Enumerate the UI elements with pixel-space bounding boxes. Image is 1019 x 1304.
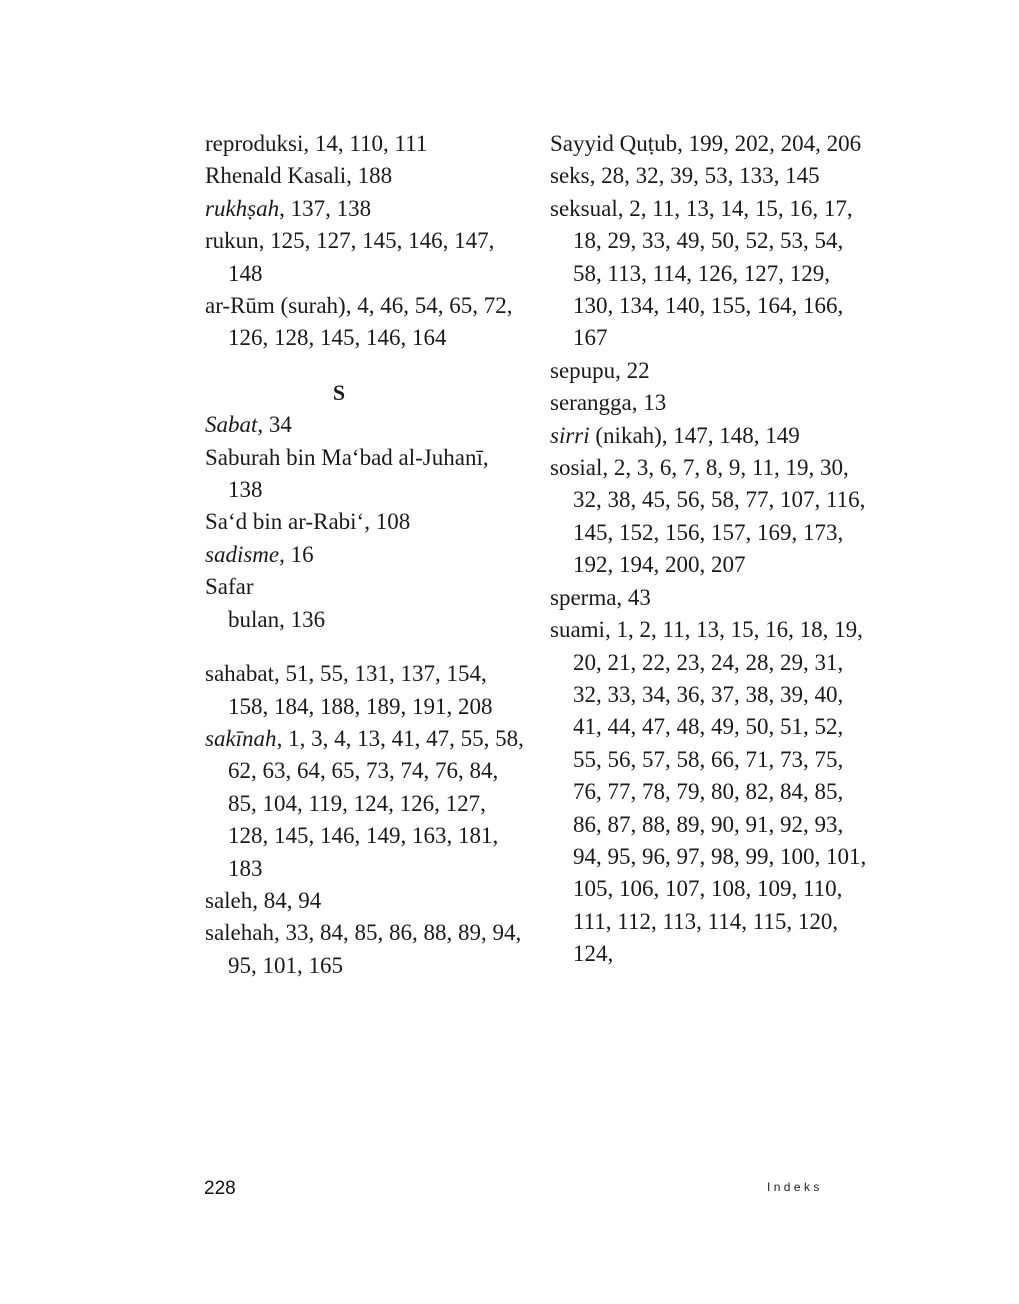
index-term: sepupu: [550, 357, 616, 383]
index-entries-s-part3: [550, 128, 870, 971]
index-page-refs: , 33, 84, 85, 86, 88, 89, 94, 95, 101, 165: [228, 920, 522, 978]
index-entry: [550, 387, 870, 419]
index-page-refs: , 22: [615, 357, 650, 383]
index-page-refs: , 4, 46, 54, 65, 72, 126, 128, 145, 146, 164: [228, 293, 513, 351]
index-entry: [205, 885, 525, 917]
index-entries-r: [205, 128, 525, 355]
index-entry: [205, 442, 525, 507]
index-entry: [205, 539, 525, 571]
index-page-refs: , 2, 3, 6, 7, 8, 9, 11, 19, 30, 32, 38, 45, 56, 58, 77, 107, 116, 145, 152, 156, 157, 169, 173, 192, 194, 200, 207: [573, 455, 866, 578]
index-page-refs: , 1, 2, 11, 13, 15, 16, 18, 19, 20, 21, 22, 23, 24, 28, 29, 31, 32, 33, 34, 36, 37, 38, 39, 40, 41, 44, 47, 48, 49, 50, 51, 52, 55, 56, 57, 58, 66, 71, 73, 75, 76, 77, 78, 79, 80, 82, 84, 85, 86, 87, 88, 89, 90, 91, 92, 93, 94, 95, 96, 97, 98, 99, 100, 101, 105, 106, 107, 108, 109, 110, 111, 112, 113, 114, 115, 120, 124,: [573, 617, 867, 967]
index-term: sadisme: [205, 541, 280, 567]
index-page-refs: , 2, 11, 13, 14, 15, 16, 17, 18, 29, 33, 49, 50, 52, 53, 54, 58, 113, 114, 126, 127, 129, 130, 134, 140, 155, 164, 166, 167: [573, 195, 853, 351]
index-entry: [550, 420, 870, 452]
index-entry: [205, 917, 525, 982]
index-term: seksual: [550, 195, 618, 221]
index-page-refs: (nikah), 147, 148, 149: [589, 422, 800, 448]
index-column-left: [205, 128, 525, 982]
index-term: serangga: [550, 390, 632, 416]
index-term: suami: [550, 617, 605, 643]
index-term: Sa‘d bin ar-Rabi‘: [205, 509, 365, 535]
index-term: rukhṣah: [205, 195, 280, 221]
index-page-refs: , 13: [631, 390, 667, 416]
index-term: sahabat: [205, 661, 274, 687]
index-term: Saburah bin Ma‘bad al-Juhanī: [205, 444, 483, 470]
index-page-refs: , 84, 94: [252, 887, 322, 913]
index-page-refs: , 125, 127, 145, 146, 147, 148: [228, 228, 495, 286]
index-entry: [550, 582, 870, 614]
index-term: seks: [550, 163, 590, 189]
index-entry: [205, 506, 525, 538]
index-column-right: [550, 128, 870, 971]
index-page-refs: , 43: [616, 584, 651, 610]
index-subentry-safar-bulan: bulan, 136: [228, 606, 326, 632]
index-entry: [205, 290, 525, 355]
index-page-refs: , 28, 32, 39, 53, 133, 145: [589, 163, 820, 189]
index-entry: [205, 225, 525, 290]
index-term: sirri: [550, 422, 590, 448]
index-term: Safar: [205, 574, 254, 600]
index-entries-s-part1: [205, 409, 525, 603]
index-entry: [550, 355, 870, 387]
index-term: Sayyid Quṭub: [550, 131, 678, 156]
index-term: sperma: [550, 584, 617, 610]
running-footer-title: Indeks: [767, 1180, 823, 1194]
section-letter-s: S: [332, 379, 346, 405]
index-page-refs: , 34: [257, 412, 292, 438]
index-term: sosial: [550, 455, 603, 481]
index-page-refs: , 188: [346, 163, 393, 189]
index-page-refs: , 199, 202, 204, 206: [677, 131, 862, 156]
index-page-refs: , 138: [228, 444, 489, 503]
page-number: 228: [204, 1178, 236, 1199]
index-entry: [550, 128, 870, 160]
index-entry: [550, 614, 870, 970]
index-page-refs: , 51, 55, 131, 137, 154, 158, 184, 188, 189, 191, 208: [228, 661, 493, 719]
index-entries-s-part2: [205, 658, 525, 982]
index-page-refs: , 1, 3, 4, 13, 41, 47, 55, 58, 62, 63, 64, 65, 73, 74, 76, 84, 85, 104, 119, 124, 126, 127, 128, 145, 146, 149, 163, 181, 183: [228, 725, 524, 881]
index-term: ar-Rūm (surah): [205, 293, 346, 319]
index-page-refs: , 14, 110, 111: [303, 131, 428, 156]
index-page-refs: , 16: [279, 541, 314, 567]
index-entry: [205, 571, 525, 603]
index-term: reproduksi: [205, 131, 304, 156]
index-entry: [205, 160, 525, 192]
index-term: saleh: [205, 887, 253, 913]
index-term: Rhenald Kasali: [205, 163, 347, 189]
index-entry: [205, 658, 525, 723]
index-entry: [550, 452, 870, 582]
index-entry: [550, 193, 870, 355]
index-page-refs: , 108: [364, 509, 411, 535]
index-term: Sabat: [205, 412, 258, 438]
index-term: salehah: [205, 920, 274, 946]
index-entry: [205, 409, 525, 441]
index-entry: [205, 193, 525, 225]
index-term: rukun: [205, 228, 259, 254]
index-entry: [205, 128, 525, 160]
index-page-refs: , 137, 138: [279, 195, 372, 221]
index-entry: [205, 723, 525, 885]
index-entry: [550, 160, 870, 192]
index-term: sakīnah: [205, 725, 277, 751]
